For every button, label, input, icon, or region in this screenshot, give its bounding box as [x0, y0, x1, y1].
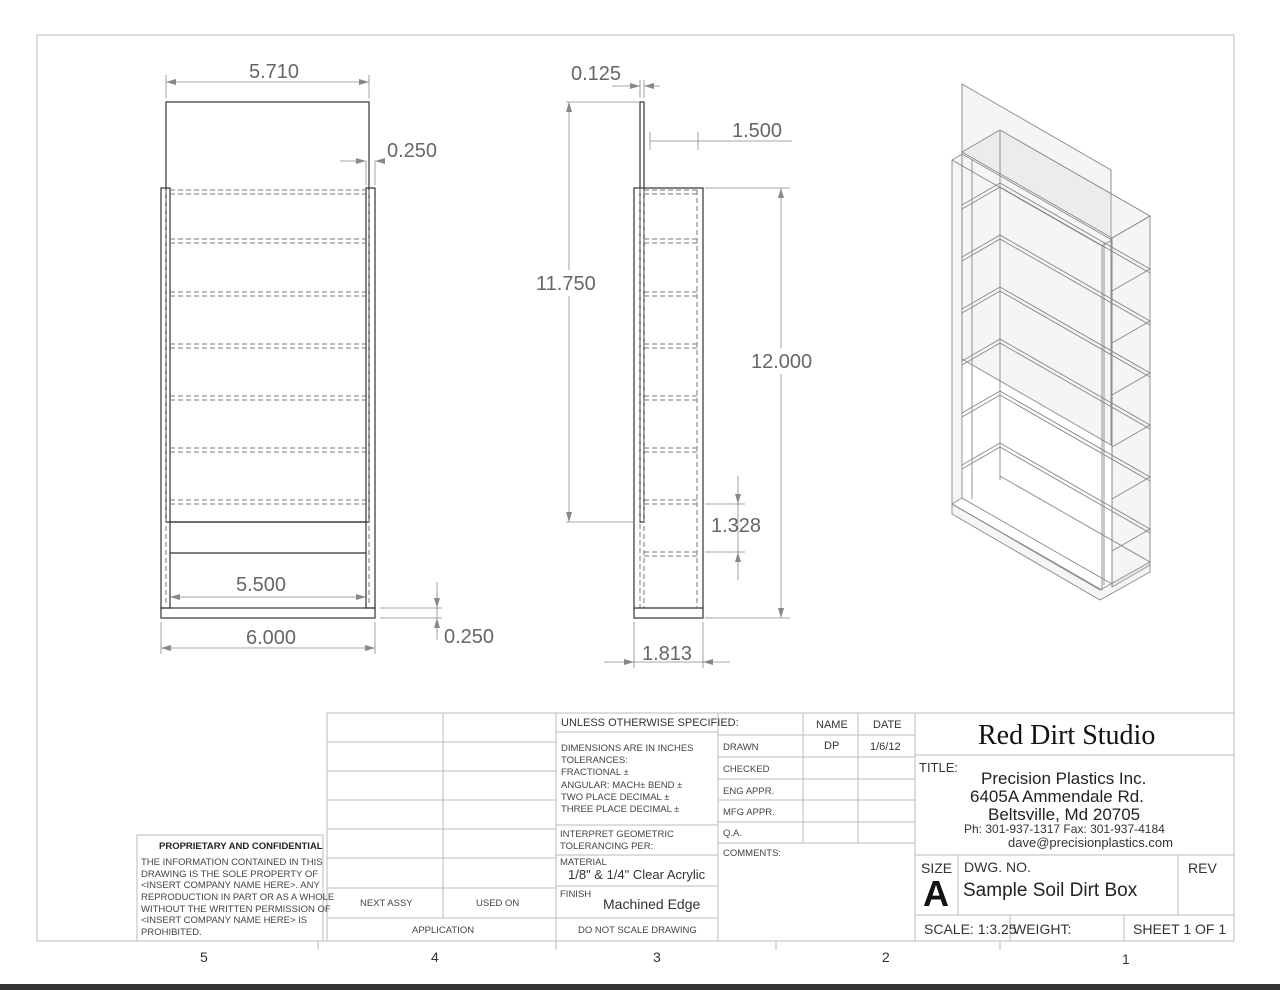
- do-not-scale: DO NOT SCALE DRAWING: [578, 925, 697, 936]
- finish-label: FINISH: [560, 889, 592, 900]
- dim-base-thickness: 0.250: [444, 626, 495, 648]
- dwg-no-value: Sample Soil Dirt Box: [963, 880, 1138, 901]
- scale-label: SCALE: 1:3.25: [924, 921, 1017, 937]
- zone-2: 2: [882, 949, 890, 965]
- isometric-view: [952, 84, 1150, 600]
- vendor-line1: Precision Plastics Inc.: [981, 769, 1147, 788]
- size-value: A: [923, 873, 949, 914]
- three-place: THREE PLACE DECIMAL ±: [561, 804, 680, 815]
- eng-appr-label: ENG APPR.: [723, 786, 775, 797]
- dims-in-inches: DIMENSIONS ARE IN INCHES: [561, 743, 694, 754]
- qa-label: Q.A.: [723, 828, 743, 839]
- dim-height-short: 11.750: [536, 273, 596, 295]
- two-place: TWO PLACE DECIMAL ±: [561, 792, 670, 803]
- proprietary-line-6: <INSERT COMPANY NAME HERE> IS: [141, 915, 308, 926]
- tolerancing-per: TOLERANCING PER:: [560, 841, 654, 852]
- title-label: TITLE:: [919, 760, 959, 775]
- dim-outer-width: 6.000: [246, 627, 297, 649]
- proprietary-line-7: PROHIBITED.: [141, 927, 202, 938]
- proprietary-heading: PROPRIETARY AND CONFIDENTIAL: [159, 841, 323, 852]
- vendor-line3: Beltsville, Md 20705: [988, 805, 1141, 824]
- weight-label: WEIGHT:: [1013, 921, 1072, 937]
- next-assy: NEXT ASSY: [360, 898, 413, 909]
- tolerances: TOLERANCES:: [561, 755, 628, 766]
- front-view: [161, 61, 494, 654]
- material-label: MATERIAL: [560, 857, 607, 868]
- mfg-appr-label: MFG APPR.: [723, 807, 775, 818]
- dim-shelf-spacing: 1.328: [711, 515, 762, 537]
- zone-3: 3: [653, 949, 661, 965]
- company-name: Red Dirt Studio: [978, 720, 1156, 751]
- vendor-line2: 6405A Ammendale Rd.: [970, 787, 1144, 806]
- proprietary-line-4: REPRODUCTION IN PART OR AS A WHOLE: [141, 892, 335, 903]
- dim-depth: 1.813: [642, 643, 693, 665]
- dim-height-overall: 12.000: [751, 351, 813, 373]
- dim-back-thickness: 0.125: [571, 63, 622, 85]
- zone-1: 1: [1122, 951, 1130, 967]
- proprietary-line-5: WITHOUT THE WRITTEN PERMISSION OF: [141, 904, 331, 915]
- zone-4: 4: [431, 949, 439, 965]
- front-right-wall: [366, 188, 375, 608]
- proprietary-line-2: DRAWING IS THE SOLE PROPERTY OF: [141, 869, 319, 880]
- rev-label: REV: [1188, 860, 1217, 876]
- drawn-label: DRAWN: [723, 742, 759, 753]
- vendor-email: dave@precisionplastics.com: [1008, 835, 1173, 850]
- dim-inner-width: 5.500: [236, 574, 287, 596]
- material-value: 1/8" & 1/4" Clear Acrylic: [568, 867, 706, 882]
- front-shelves: [170, 190, 366, 504]
- comments-label: COMMENTS:: [723, 848, 782, 859]
- dim-top-offset: 1.500: [732, 120, 783, 142]
- dim-panel-thickness: 0.250: [387, 140, 438, 162]
- finish-value: Machined Edge: [603, 896, 701, 912]
- interpret-geometric: INTERPRET GEOMETRIC: [560, 829, 674, 840]
- side-back-panel: [640, 102, 644, 522]
- proprietary-line-3: <INSERT COMPANY NAME HERE>. ANY: [141, 880, 320, 891]
- dwg-no-label: DWG. NO.: [964, 859, 1031, 875]
- col-date: DATE: [873, 719, 902, 731]
- unless-specified: UNLESS OTHERWISE SPECIFIED:: [561, 717, 739, 729]
- proprietary-line-1: THE INFORMATION CONTAINED IN THIS: [141, 857, 323, 868]
- side-shelves: [644, 190, 697, 556]
- drawn-date: 1/6/12: [870, 741, 901, 753]
- side-view: [535, 63, 815, 668]
- zone-5: 5: [200, 949, 208, 965]
- checked-label: CHECKED: [723, 764, 770, 775]
- size-label: SIZE: [921, 860, 953, 876]
- application: APPLICATION: [412, 925, 475, 936]
- used-on: USED ON: [476, 898, 520, 909]
- angular: ANGULAR: MACH± BEND ±: [561, 780, 683, 791]
- vendor-phone: Ph: 301-937-1317 Fax: 301-937-4184: [964, 822, 1165, 836]
- dim-top-width: 5.710: [249, 61, 300, 83]
- drawn-name: DP: [824, 740, 840, 752]
- col-name: NAME: [816, 719, 848, 731]
- front-back-panel: [166, 102, 369, 522]
- sheet-label: SHEET 1 OF 1: [1133, 921, 1227, 937]
- fractional: FRACTIONAL ±: [561, 767, 629, 778]
- front-base: [161, 608, 375, 618]
